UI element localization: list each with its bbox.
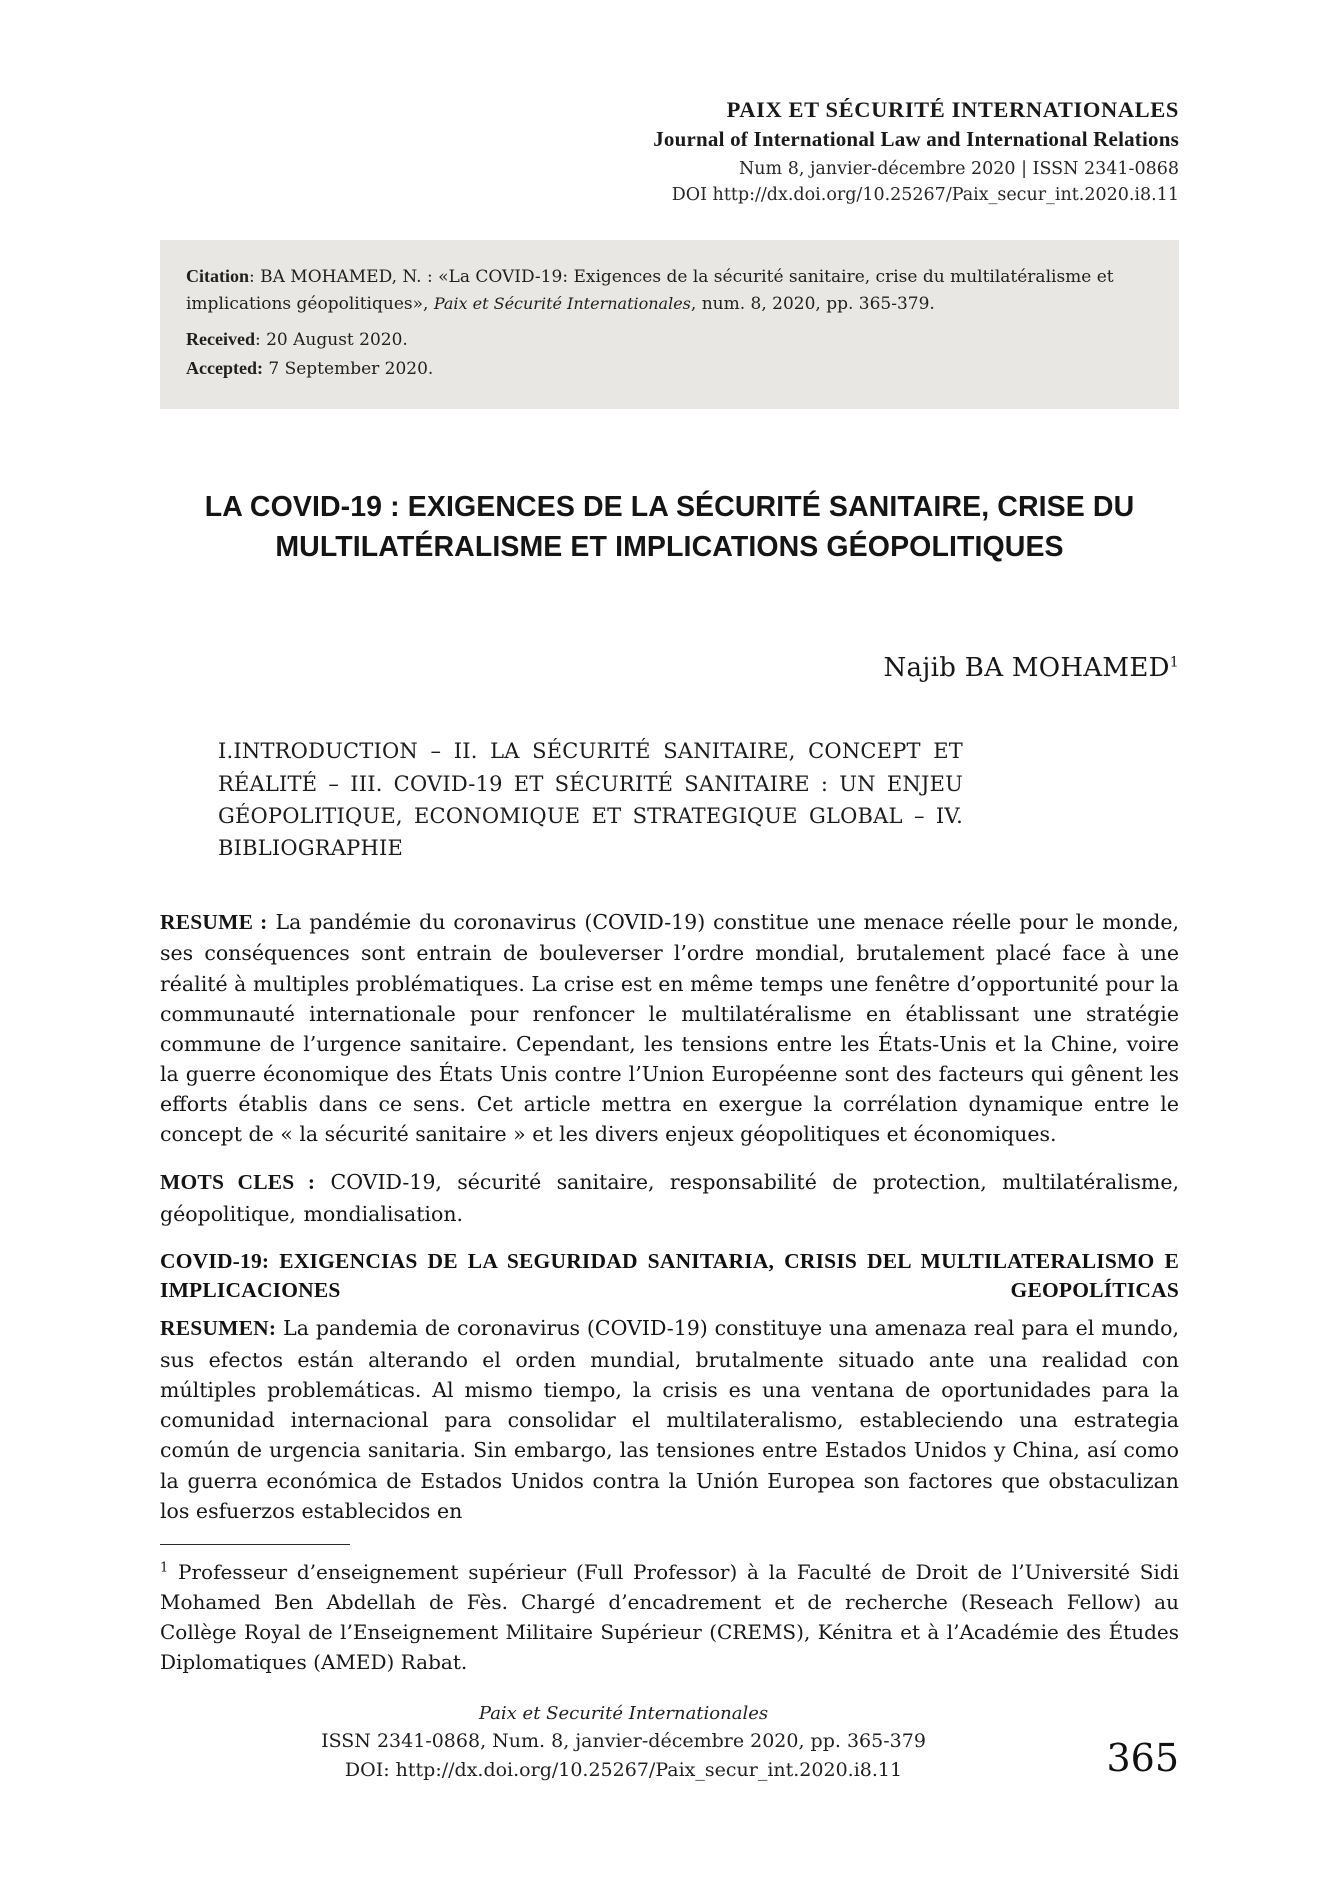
accepted-label: Accepted:: [186, 357, 263, 378]
received-value: : 20 August 2020.: [254, 329, 408, 350]
footnote: [160, 1557, 1179, 1677]
citation-part-1: : BA MOHAMED, N. : «La COVID-19: Exigences de la sécurité sanitaire, crise du multilatéralisme et implications géopolitiques»,: [186, 267, 1114, 315]
footnote-rule: [160, 1544, 350, 1546]
citation-box: [160, 240, 1179, 408]
abstract-fr-text: La pandémie du coronavirus (COVID-19) constitue une menace réelle pour le monde, ses conséquences sont entrain de bouleverser l’ordre mondial, brutalement placé face à une réalité à multiples problématiques. La crise est en même temps une fenêtre d’opportunité pour la communauté internationale pour renfoncer le multilatéralisme en établissant une stratégie commune de l’urgence sanitaire. Cependant, les tensions entre les États-Unis et la Chine, voire la guerre économique des États Unis contre l’Union Européenne sont des facteurs qui gênent les efforts établis dans ce sens. Cet article mettra en exergue la corrélation dynamique entre le concept de « la sécurité sanitaire » et les divers enjeux géopolitiques et économiques.: [160, 909, 1179, 1147]
abstract-es-text: La pandemia de coronavirus (COVID-19) constituye una amenaza real para el mundo, sus efectos están alterando el orden mundial, brutalmente situado ante una realidad con múltiples problemáticas. Al mismo tiempo, la crisis es una ventana de oportunidades para la comunidad internacional para consolidar el multilateralismo, estableciendo una estrategia común de urgencia sanitaria. Sin embargo, las tensiones entre Estados Unidos y China, así como la guerra económica de Estados Unidos contra la Unión Europea son factores que obstaculizan los esfuerzos establecidos en: [160, 1316, 1179, 1523]
author-name: Najib BA MOHAMED: [883, 653, 1170, 684]
abstract-es-label: RESUMEN:: [160, 1316, 277, 1341]
doi-line: DOI http://dx.doi.org/10.25267/Paix_secur_int.2020.i8.11: [671, 184, 1179, 205]
table-of-contents: I.INTRODUCTION – II. LA SÉCURITÉ SANITAIRE, CONCEPT ET RÉALITÉ – III. COVID-19 ET SÉCURITÉ SANITAIRE : UN ENJEU GÉOPOLITIQUE, ECONOMIQUE ET STRATEGIQUE GLOBAL – IV. BIBLIOGRAPHIE: [218, 739, 963, 861]
author-footnote-marker: 1: [1169, 654, 1179, 671]
citation-part-2: , num. 8, 2020, pp. 365-379.: [690, 294, 935, 315]
abstract-fr-label: RESUME :: [160, 909, 268, 934]
title-block: [160, 487, 1179, 568]
citation-text: [186, 262, 1153, 318]
footnote-marker: 1: [160, 1560, 169, 1576]
keywords-fr-text: COVID-19, sécurité sanitaire, responsabilité de protection, multilatéralisme, géopolitique, mondialisation.: [160, 1170, 1179, 1226]
page-number: 365: [1106, 1736, 1179, 1780]
accepted-value: 7 September 2020.: [262, 358, 434, 379]
received-line: [186, 326, 1153, 354]
keywords-fr: [160, 1167, 1179, 1229]
footer-doi-line: DOI: http://dx.doi.org/10.25267/Paix_secur_int.2020.i8.11: [344, 1759, 903, 1782]
footnote-text: Professeur d’enseignement supérieur (Full Professor) à la Faculté de Droit de l’Université Sidi Mohamed Ben Abdellah de Fès. Chargé d’encadrement et de recherche (Reseach Fellow) au Collège Royal de l’Enseignement Militaire Supérieur (CREMS), Kénitra et à l’Académie des Études Diplomatiques (AMED) Rabat.: [160, 1560, 1179, 1675]
masthead: [160, 0, 1179, 208]
page-footer: [160, 1700, 1179, 1786]
title-es: COVID-19: EXIGENCIAS DE LA SEGURIDAD SANITARIA, CRISIS DEL MULTILATERALISMO E IMPLICACIONES GEOPOLÍTICAS: [160, 1248, 1179, 1303]
page-content: [160, 0, 1179, 1677]
citation-journal-name: Paix et Sécurité Internationales: [433, 294, 691, 314]
abstract-es: [160, 1313, 1179, 1525]
citation-label: Citation: [186, 266, 249, 287]
abstract-fr: [160, 907, 1179, 1149]
accepted-line: [186, 355, 1153, 383]
journal-subtitle: Journal of International Law and International Relations: [653, 127, 1179, 152]
page-title: LA COVID-19 : EXIGENCES DE LA SÉCURITÉ SANITAIRE, CRISE DU MULTILATÉRALISME ET IMPLICATIONS GÉOPOLITIQUES: [204, 490, 1135, 564]
footer-journal-name: Paix et Securité Internationales: [478, 1703, 769, 1724]
footer-issn-line: ISSN 2341-0868, Num. 8, janvier-décembre 2020, pp. 365-379: [321, 1730, 926, 1752]
received-label: Received: [186, 328, 255, 349]
abstract-block: [160, 907, 1179, 1526]
journal-name: PAIX ET SÉCURITÉ INTERNATIONALES: [726, 97, 1179, 122]
issue-line: Num 8, janvier-décembre 2020 | ISSN 2341-0868: [738, 159, 1179, 180]
keywords-fr-label: MOTS CLES :: [160, 1170, 316, 1195]
author-line: [160, 653, 1179, 683]
footer-center-block: [160, 1700, 1179, 1786]
